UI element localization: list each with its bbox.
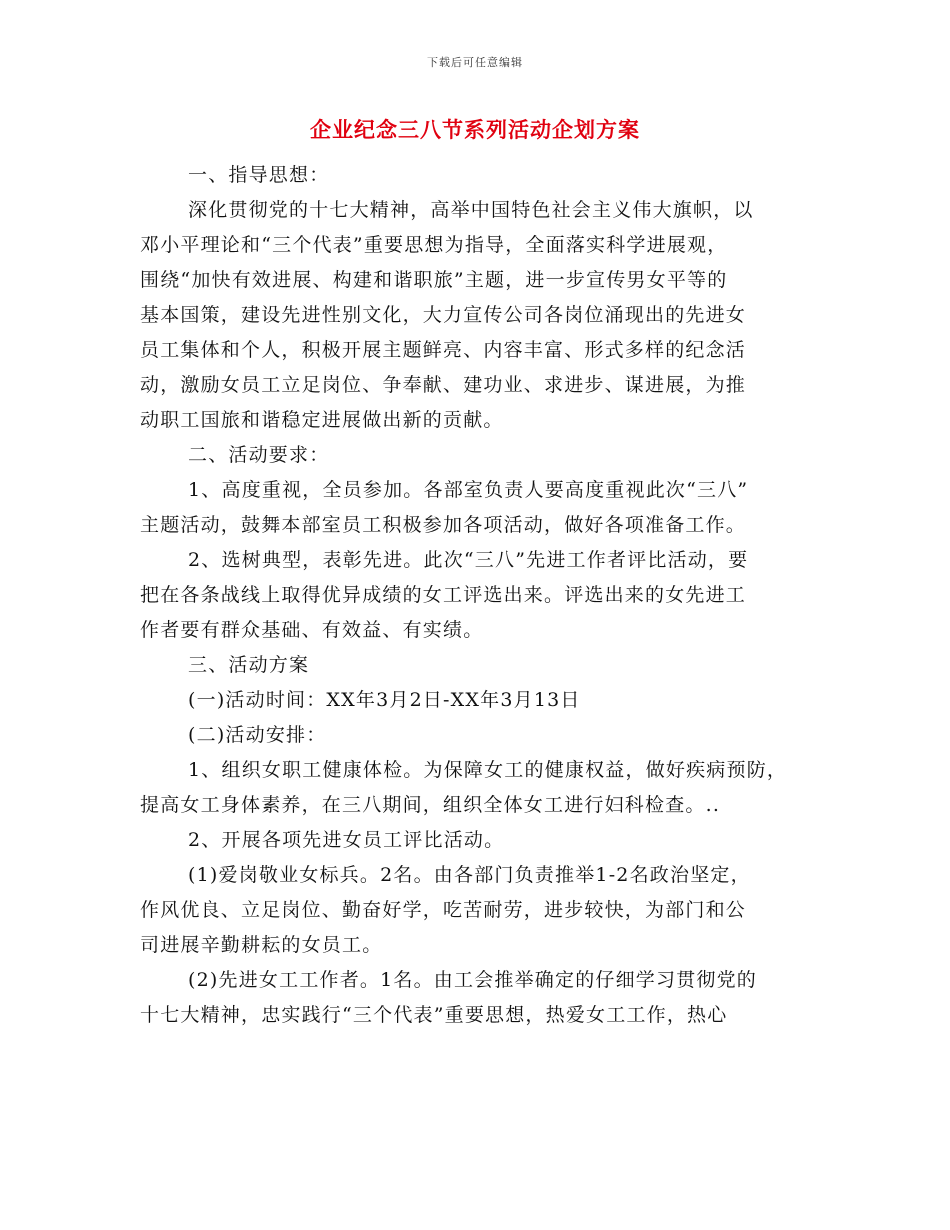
body-line: 邓小平理论和“三个代表”重要思想为指导，全面落实科学进展观， — [140, 234, 728, 256]
header-note: 下载后可任意编辑 — [427, 56, 523, 69]
body-line: 把在各条战线上取得优异成绩的女工评选出来。评选出来的女先进工 — [140, 584, 747, 606]
body-line: 主题活动，鼓舞本部室员工积极参加各项活动，做好各项准备工作。 — [140, 514, 747, 536]
body-line: 作风优良、立足岗位、勤奋好学，吃苦耐劳，进步较快，为部门和公 — [140, 899, 747, 921]
body-line: 提高女工身体素养，在三八期间，组织全体女工进行妇科检查。.. — [140, 794, 721, 816]
document-title: 企业纪念三八节系列活动企划方案 — [310, 117, 640, 142]
body-line: 2、开展各项先进女员工评比活动。 — [188, 829, 505, 851]
body-line: (二)活动安排： — [188, 724, 327, 746]
body-line: 深化贯彻党的十七大精神，高举中国特色社会主义伟大旗帜，以 — [188, 199, 754, 221]
body-line: 一、指导思想： — [188, 164, 330, 186]
body-line: 员工集体和个人，积极开展主题鲜亮、内容丰富、形式多样的纪念活 — [140, 339, 747, 361]
body-line: 2、选树典型，表彰先进。此次“三八”先进工作者评比活动，要 — [188, 549, 749, 571]
body-line: 作者要有群众基础、有效益、有实绩。 — [140, 619, 484, 641]
body-line: 动职工国旅和谐稳定进展做出新的贡献。 — [140, 409, 504, 431]
body-line: (1)爱岗敬业女标兵。2名。由各部门负责推举1-2名政治坚定， — [188, 864, 751, 886]
body-line: 动，激励女员工立足岗位、争奉献、建功业、求进步、谋进展，为推 — [140, 374, 747, 396]
document-body — [140, 158, 820, 1033]
body-line: 1、组织女职工健康体检。为保障女工的健康权益，做好疾病预防， — [188, 759, 788, 781]
body-line: 三、活动方案 — [188, 654, 310, 676]
body-line: 1、高度重视，全员参加。各部室负责人要高度重视此次“三八” — [188, 479, 749, 501]
body-line: 二、活动要求： — [188, 444, 330, 466]
body-line: (一)活动时间：XX年3月2日-XX年3月13日 — [188, 689, 581, 711]
body-line: 围绕“加快有效进展、构建和谐职旅”主题，进一步宣传男女平等的 — [140, 269, 728, 291]
body-line: (2)先进女工工作者。1名。由工会推举确定的仔细学习贯彻党的 — [188, 969, 758, 991]
body-line: 司进展辛勤耕耘的女员工。 — [140, 934, 383, 956]
body-line: 基本国策，建设先进性别文化，大力宣传公司各岗位涌现出的先进女 — [140, 304, 747, 326]
body-line: 十七大精神，忠实践行“三个代表”重要思想，热爱女工工作，热心 — [140, 1004, 728, 1026]
